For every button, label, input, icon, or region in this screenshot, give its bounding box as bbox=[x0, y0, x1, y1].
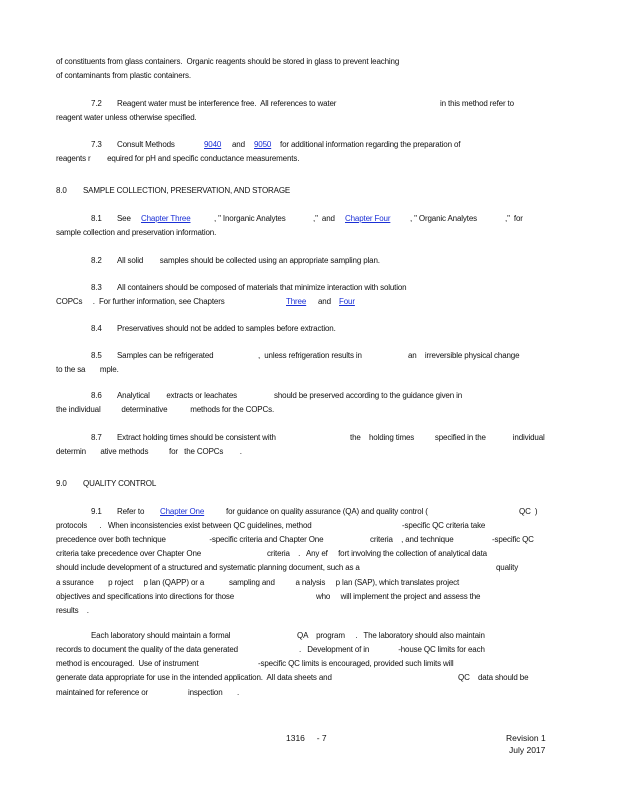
text-line: in this method refer to bbox=[440, 99, 514, 108]
section-number: 8.1 bbox=[91, 214, 102, 223]
text-line: -specific QC limits is encouraged, provided such limits will bbox=[258, 659, 454, 668]
text-line: protocols . When inconsistencies exist between QC guidelines, method bbox=[56, 521, 312, 530]
text-line: Refer to bbox=[117, 507, 145, 516]
section-number: 9.0 bbox=[56, 479, 67, 488]
text-line: reagents r equired for pH and specific conductance measurements. bbox=[56, 154, 300, 163]
text-line: Reagent water must be interference free. All references to water bbox=[117, 99, 337, 108]
section-number: 8.5 bbox=[91, 351, 102, 360]
chapter-four-link[interactable]: Four bbox=[339, 297, 355, 306]
text-line: to the sa mple. bbox=[56, 365, 119, 374]
text-line: , " Inorganic Analytes bbox=[214, 214, 286, 223]
text-line: quality bbox=[496, 563, 519, 572]
text-line: the holding times specified in the individual bbox=[350, 433, 545, 442]
text-line: precedence over both technique -specific criteria and Chapter One bbox=[56, 535, 324, 544]
text-line: COPCs . For further information, see Chapters bbox=[56, 297, 225, 306]
text-line: for additional information regarding the preparation of bbox=[280, 140, 461, 149]
section-number: 8.2 bbox=[91, 256, 102, 265]
text-line: of contaminants from plastic containers. bbox=[56, 71, 191, 80]
text-line: -specific QC criteria take bbox=[402, 521, 486, 530]
text-line: QA program . The laboratory should also maintain bbox=[297, 631, 485, 640]
section-number: 8.0 bbox=[56, 186, 67, 195]
section-number: 8.7 bbox=[91, 433, 102, 442]
text-line: Consult Methods bbox=[117, 140, 175, 149]
text-line: for guidance on quality assurance (QA) and quality control ( bbox=[226, 507, 428, 516]
text-line: Extract holding times should be consistent with bbox=[117, 433, 276, 442]
section-heading: QUALITY CONTROL bbox=[83, 479, 157, 488]
text-line: criteria . Any ef fort involving the collection of analytical data bbox=[267, 549, 487, 558]
section-heading: SAMPLE COLLECTION, PRESERVATION, AND STORAGE bbox=[83, 186, 291, 195]
method-9050-link[interactable]: 9050 bbox=[254, 140, 272, 149]
chapter-three-link[interactable]: Chapter Three bbox=[141, 214, 191, 223]
section-number: 8.4 bbox=[91, 324, 102, 333]
text-line: who will implement the project and assess the bbox=[316, 592, 481, 601]
text-line: QC ) bbox=[519, 507, 538, 516]
text-line: should include development of a structured and systematic planning document, such as a bbox=[56, 563, 360, 572]
method-9040-link[interactable]: 9040 bbox=[204, 140, 222, 149]
text-line: criteria take precedence over Chapter One bbox=[56, 549, 202, 558]
section-number: 9.1 bbox=[91, 507, 102, 516]
section-number: 8.6 bbox=[91, 391, 102, 400]
text-line: , unless refrigeration results in bbox=[258, 351, 362, 360]
text-line: should be preserved according to the guidance given in bbox=[274, 391, 463, 400]
text-line: See bbox=[117, 214, 131, 223]
section-number: 8.3 bbox=[91, 283, 102, 292]
text-line: ," and bbox=[313, 214, 335, 223]
text-line: and bbox=[318, 297, 331, 306]
text-line: determin ative methods for the COPCs . bbox=[56, 447, 242, 456]
text-line: method is encouraged. Use of instrument bbox=[56, 659, 199, 668]
text-line: criteria , and technique bbox=[370, 535, 454, 544]
text-line: -specific QC bbox=[492, 535, 534, 544]
text-line: inspection . bbox=[188, 688, 240, 697]
text-line: ," for bbox=[505, 214, 523, 223]
text-line: of constituents from glass containers. Organic reagents should be stored in glass to prevent leaching bbox=[56, 57, 400, 66]
chapter-three-link[interactable]: Three bbox=[286, 297, 307, 306]
text-line: a ssurance p roject p lan (QAPP) or a sampling and a nalysis p lan (SAP), which translates project bbox=[56, 578, 460, 587]
text-line: Each laboratory should maintain a formal bbox=[91, 631, 231, 640]
text-line: , " Organic Analytes bbox=[410, 214, 477, 223]
text-line: and bbox=[232, 140, 245, 149]
page-number: 1316 - 7 bbox=[286, 733, 327, 743]
text-line: Preservatives should not be added to samples before extraction. bbox=[117, 324, 336, 333]
revision-date: July 2017 bbox=[509, 745, 546, 755]
text-line: records to document the quality of the data generated bbox=[56, 645, 238, 654]
text-line: objectives and specifications into directions for those bbox=[56, 592, 235, 601]
text-line: maintained for reference or bbox=[56, 688, 149, 697]
text-line: sample collection and preservation information. bbox=[56, 228, 217, 237]
text-line: QC data should be bbox=[458, 673, 529, 682]
text-line: reagent water unless otherwise specified. bbox=[56, 113, 197, 122]
text-line: . Development of in -house QC limits for each bbox=[299, 645, 485, 654]
section-number: 7.3 bbox=[91, 140, 102, 149]
chapter-one-link[interactable]: Chapter One bbox=[160, 507, 205, 516]
chapter-four-link[interactable]: Chapter Four bbox=[345, 214, 391, 223]
text-line: Analytical extracts or leachates bbox=[117, 391, 237, 400]
text-line: results . bbox=[56, 606, 89, 615]
text-line: All solid samples should be collected using an appropriate sampling plan. bbox=[117, 256, 380, 265]
text-line: Samples can be refrigerated bbox=[117, 351, 214, 360]
section-number: 7.2 bbox=[91, 99, 102, 108]
text-line: generate data appropriate for use in the intended application. All data sheets and bbox=[56, 673, 332, 682]
text-line: the individual determinative methods for the COPCs. bbox=[56, 405, 275, 414]
text-line: an irreversible physical change bbox=[408, 351, 520, 360]
text-line: All containers should be composed of materials that minimize interaction with solution bbox=[117, 283, 407, 292]
revision-label: Revision 1 bbox=[506, 733, 546, 743]
